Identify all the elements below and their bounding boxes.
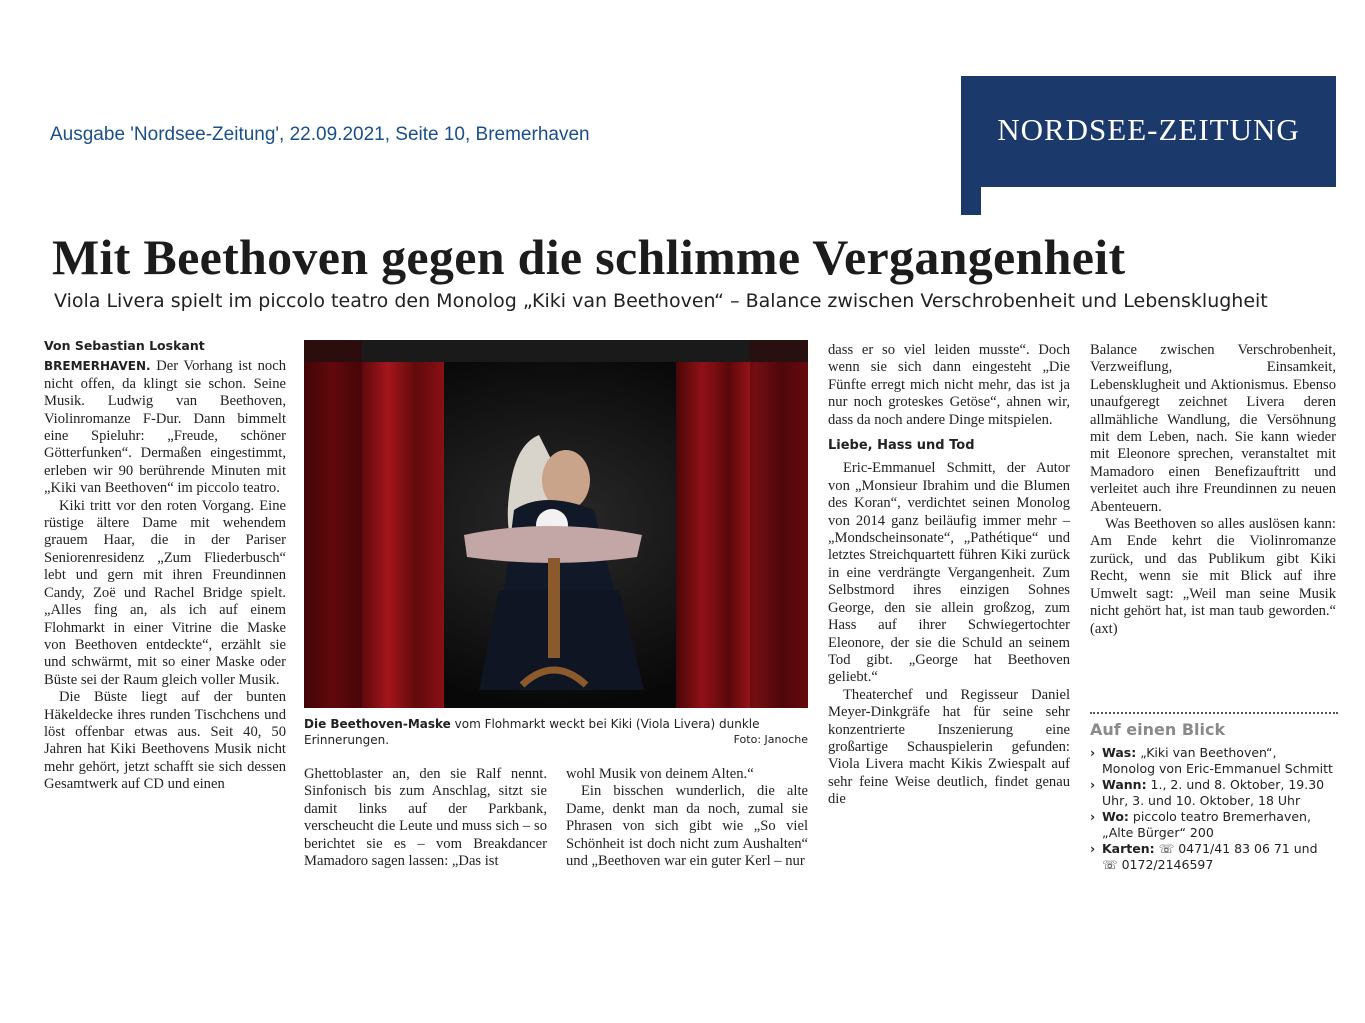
dateline: BREMERHAVEN. xyxy=(44,359,151,374)
info-box-title: Auf einen Blick xyxy=(1090,720,1226,739)
article-column-1 xyxy=(44,337,286,794)
info-when xyxy=(1090,777,1338,793)
logo-cutout xyxy=(961,187,1336,215)
info-when-cont: Uhr, 3. und 10. Oktober, 18 Uhr xyxy=(1102,793,1301,808)
tablecloth xyxy=(464,526,642,563)
paragraph: Die Büste liegt auf der bunten Häkeldecke ihres runden Tischchens und löst offenbar etwas aus. Seit 40, 50 Jahren hat Kiki Beethovens Musik nicht mehr gehört, jetzt schafft sie sich dessen Gesamtwerk auf CD und einen xyxy=(44,689,286,793)
info-where-cont: „Alte Bürger“ 200 xyxy=(1102,825,1214,840)
paragraph: Was Beethoven so alles auslösen kann: Am Ende kehrt die Violinromanze zurück, und das Publikum gibt Kiki Recht, wenn sie mit Blick auf ihre Umwelt sagt: „Weil man seine Musik nicht gehört hat, ist man taub geworden.“ (axt) xyxy=(1090,516,1336,637)
info-label: Karten: xyxy=(1102,841,1155,856)
paragraph: Kiki tritt vor den roten Vorgang. Eine rüstige ältere Dame mit wehendem grauem Haar, die in der Pariser Seniorenresidenz „Zum Fliederbusch“ lebt und gern mit ihren Freundinnen Candy, Zoë und Rachel Bridge spielt. „Alles fing an, als ich auf einem Flohmarkt in einer Vitrine die Maske von Beethoven entdeckte“, erzählt sie und schwärmt, mit so einer Maske oder Büste sei der Raum gleich voller Musik. xyxy=(44,497,286,688)
section-subheading: Liebe, Hass und Tod xyxy=(828,438,975,454)
info-value: ☏ 0471/41 83 06 71 und xyxy=(1154,841,1318,856)
caption-text: vom Flohmarkt weckt bei Kiki (Viola Livera) dunkle Erinnerungen. xyxy=(304,717,760,747)
info-what xyxy=(1090,745,1338,761)
logo-tab xyxy=(961,187,981,215)
info-tickets-cont: ☏ 0172/2146597 xyxy=(1102,857,1214,872)
article-column-2 xyxy=(304,766,547,870)
info-tickets xyxy=(1090,841,1338,857)
info-label: Wo: xyxy=(1102,809,1129,824)
info-value: „Kiki van Beethoven“, xyxy=(1136,745,1277,760)
photo-caption xyxy=(304,716,808,748)
dress-bottom xyxy=(479,590,644,690)
info-label: Was: xyxy=(1102,745,1137,760)
newspaper-logo xyxy=(961,76,1336,215)
info-label: Wann: xyxy=(1102,777,1147,792)
info-box xyxy=(1090,712,1338,873)
theater-scene-image xyxy=(304,340,808,708)
paragraph: dass er so viel leiden musste“. Doch wenn sie sich dann eingesteht „Die Fünfte erregt mich nicht mehr, das ist ja nur noch groteskes Getöse“, ahnen wir, dass da noch andere Dinge mitspielen. xyxy=(828,342,1070,428)
logo-text: NORDSEE-ZEITUNG xyxy=(997,112,1300,147)
paragraph: Ghettoblaster an, den sie Ralf nennt. Sinfonisch bis zum Anschlag, sitzt sie damit links auf der Parkbank, verscheucht die Leute und muss sich – so berichtet sie es – vom Breakdancer Mamadoro sagen lassen: „Das ist xyxy=(304,766,547,870)
paragraph: Ein bisschen wunderlich, die alte Dame, denkt man da noch, zumal sie Phrasen von sich gibt wie „So viel Schönheit ist doch nicht zum Aushalten“ und „Beethoven war ein guter Kerl – nur xyxy=(566,783,808,870)
byline: Von Sebastian Loskant xyxy=(44,338,205,353)
article-subheadline: Viola Livera spielt im piccolo teatro den Monolog „Kiki van Beethoven“ – Balance zwischen Verschrobenheit und Lebensklugheit xyxy=(54,290,1268,312)
info-value: piccolo teatro Bremerhaven, xyxy=(1128,809,1311,824)
paragraph: Eric-Emmanuel Schmitt, der Autor von „Monsieur Ibrahim und die Blumen des Koran“, verdichtet seinen Monolog von 2014 ganz beiläufig immer mehr – „Mondscheinsonate“, „Pathétique“ und letztes Streichquartett führen Kiki zurück in eine verdrängte Vergangenheit. Zum Selbstmord ihres einzigen Sohnes George, den sie allein großzog, zum Hass auf ihrer Schwiegertochter Eleonore, der sie die Schuld an seinem Tod gibt. „George hat Beethoven geliebt.“ xyxy=(828,460,1070,686)
article-column-4 xyxy=(828,342,1070,809)
info-where xyxy=(1090,809,1338,825)
paragraph-text: Der Vorhang ist noch nicht offen, da klingt sie schon. Seine Musik. Ludwig van Beethoven, Violinromanze F-Dur. Dann bimmelt eine Spieluhr: „Freude, schöner Götterfunken“. Dermaßen eingestimmt, erleben wir 90 berührende Minuten mit „Kiki van Beethoven“ im piccolo teatro. xyxy=(44,358,286,497)
caption-lead: Die Beethoven-Maske xyxy=(304,717,451,731)
photo-credit: Foto: Janoche xyxy=(733,733,808,746)
dotted-divider xyxy=(1090,712,1338,714)
paragraph: Balance zwischen Verschrobenheit, Verzweiflung, Einsamkeit, Lebensklugheit und Aktionismus. Ebenso unaufgeregt zeichnet Livera deren allmähliche Wandlung, die Versöhnung mit dem Leben, nach. Sie kann wieder mit Eleonore sprechen, veranstaltet mit Mamadoro einen Benefizauftritt und verleitet auch ihre Freundinnen zu neuen Abenteuern. xyxy=(1090,342,1336,515)
edition-info: Ausgabe 'Nordsee-Zeitung', 22.09.2021, Seite 10, Bremerhaven xyxy=(50,124,590,145)
paragraph: Theaterchef und Regisseur Daniel Meyer-Dinkgräfe hat für seine sehr konzentrierte Inszenierung eine großartige Schauspielerin gefunden: Viola Livera macht Kikis Zwiespalt auf sehr feine Weise deutlich, findet genau die xyxy=(828,686,1070,808)
article-photo xyxy=(304,340,808,708)
table-leg xyxy=(548,558,560,658)
paragraph xyxy=(44,358,286,497)
article-column-5 xyxy=(1090,342,1336,638)
article-headline: Mit Beethoven gegen die schlimme Vergangenheit xyxy=(52,229,1126,285)
info-value: 1., 2. und 8. Oktober, 19.30 xyxy=(1146,777,1325,792)
info-what-cont: Monolog von Eric-Emmanuel Schmitt xyxy=(1102,761,1333,776)
article-column-3 xyxy=(566,766,808,870)
paragraph: wohl Musik von deinem Alten.“ xyxy=(566,766,754,782)
